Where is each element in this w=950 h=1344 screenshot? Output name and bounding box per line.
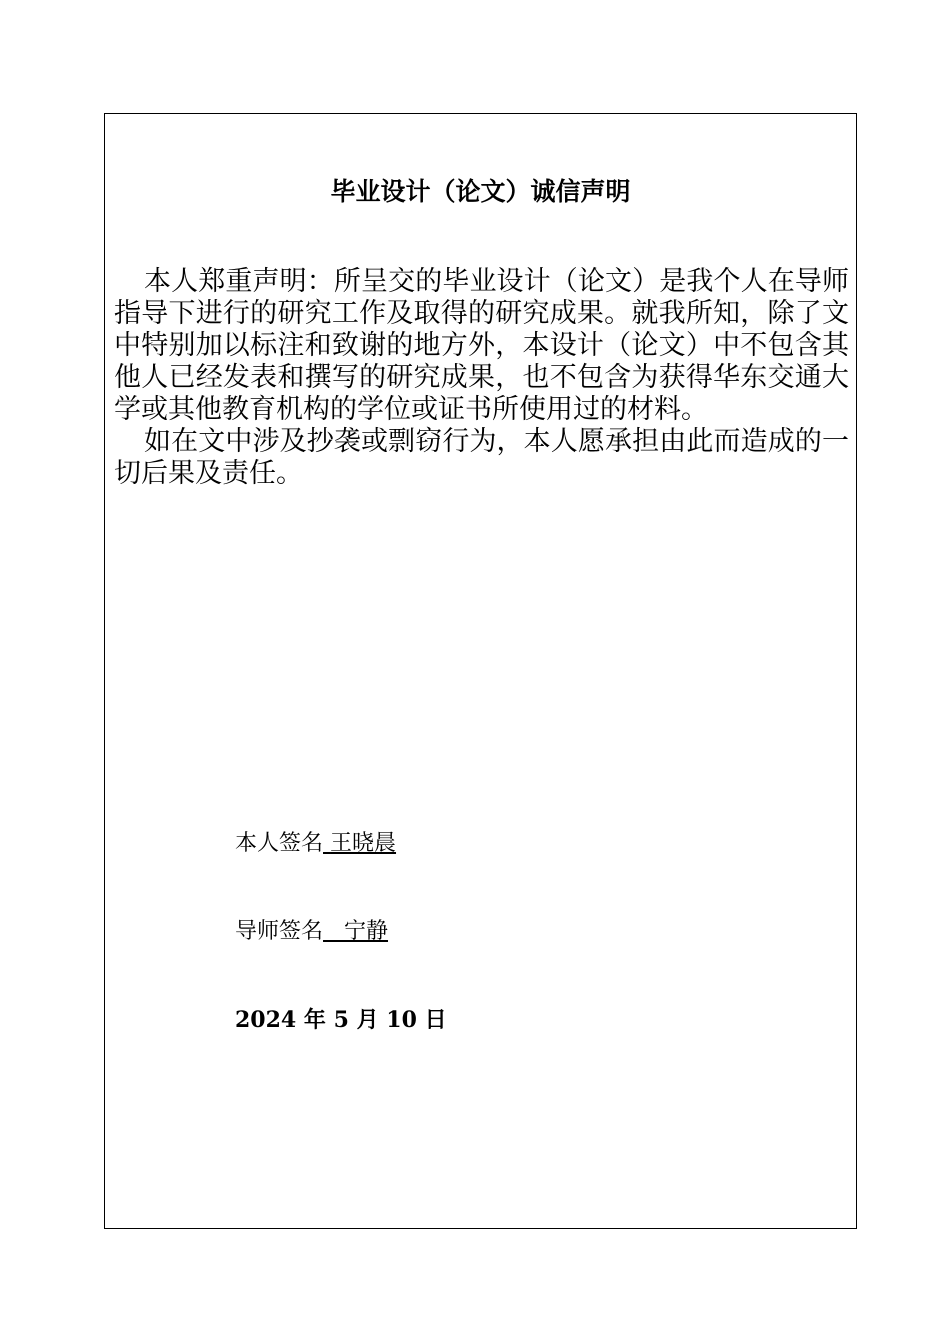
advisor-signature-underline [323,919,344,944]
signature-date [235,1006,447,1034]
advisor-signature-line [235,918,388,946]
date-month-unit: 月 [356,1007,379,1033]
author-signature-line [235,830,396,858]
page-title: 毕业设计（论文）诚信声明 [330,177,631,206]
author-signature-label: 本人签名 [235,831,324,856]
declaration-body [114,266,849,490]
date-day-unit: 日 [424,1007,447,1033]
declaration-paragraph-1: 本人郑重声明：所呈交的毕业设计（论文）是我个人在导师指导下进行的研究工作及取得的研究成果。就我所知，除了文中特别加以标注和致谢的地方外，本设计（论文）中不包含其他人已经发表和撰写的研究成果，也不包含为获得华东交通大学或其他教育机构的学位或证书所使用过的材料。 [114,266,849,425]
date-year: 2024 [235,1007,297,1033]
date-year-unit: 年 [303,1007,326,1033]
author-signature-underline [323,831,330,856]
declaration-frame [104,113,857,1229]
author-signature-name: 王晓晨 [330,831,397,856]
declaration-paragraph-2: 如在文中涉及抄袭或剽窃行为，本人愿承担由此而造成的一切后果及责任。 [114,426,849,489]
advisor-signature-name: 宁静 [344,919,389,944]
date-day: 10 [386,1007,417,1033]
date-month: 5 [333,1007,349,1033]
advisor-signature-label: 导师签名 [235,919,324,944]
